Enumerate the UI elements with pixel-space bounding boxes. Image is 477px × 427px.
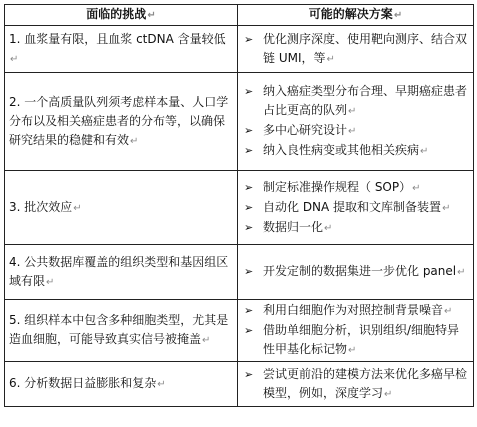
solution-list	[242, 262, 469, 282]
header-challenge: 面临的挑战↵	[5, 5, 238, 26]
paragraph-mark-icon: ↵	[457, 267, 466, 278]
table-body	[5, 26, 474, 407]
challenge-cell: 6. 分析数据日益膨胀和复杂↵	[5, 362, 238, 407]
list-item: ➢ 纳入良性病变或其他相关疾病↵	[242, 141, 469, 161]
solution-cell	[238, 26, 474, 73]
arrow-bullet-icon: ➢	[244, 85, 254, 98]
paragraph-mark-icon: ↵	[73, 202, 82, 214]
list-item: ➢ 自动化 DNA 提取和文库制备装置↵	[242, 198, 469, 218]
paragraph-mark-icon: ↵	[157, 379, 166, 390]
list-item: ➢ 制定标准操作规程（ SOP）↵	[242, 178, 469, 198]
solution-cell	[238, 73, 474, 171]
paragraph-mark-icon: ↵	[348, 106, 357, 117]
paragraph-mark-icon: ↵	[324, 222, 333, 234]
paragraph-mark-icon: ↵	[348, 345, 357, 356]
paragraph-mark-icon: ↵	[326, 53, 335, 65]
paragraph-mark-icon: ↵	[444, 306, 453, 317]
arrow-bullet-icon: ➢	[244, 180, 254, 194]
challenge-cell: 1. 血浆量有限，且血浆 ctDNA 含量较低↵	[5, 26, 238, 73]
list-item: ➢ 优化测序深度、使用靶向测序、结合双链 UMI，等↵	[244, 31, 468, 65]
solution-list	[242, 365, 469, 404]
solution-cell	[238, 171, 474, 245]
challenge-cell: 4. 公共数据库覆盖的组织类型和基因组区域有限↵	[5, 245, 238, 300]
header-solution: 可能的解决方案↵	[238, 5, 474, 26]
arrow-bullet-icon: ➢	[244, 220, 254, 234]
arrow-bullet-icon: ➢	[244, 367, 254, 381]
solution-list	[242, 30, 469, 69]
list-item: ➢ 尝试更前沿的建模方法来优化多癌早检模型，例如，深度学习↵	[244, 366, 468, 400]
solution-cell	[238, 245, 474, 300]
challenge-cell: 5. 组织样本中包含多种细胞类型，尤其是造血细胞，可能导致真实信号被掩盖↵	[5, 300, 238, 362]
paragraph-mark-icon: ↵	[412, 182, 421, 194]
list-item: ➢ 数据归一化↵	[242, 218, 469, 238]
paragraph-mark-icon: ↵	[384, 388, 393, 400]
list-item: ➢ 开发定制的数据集进一步优化 panel↵	[242, 262, 469, 282]
paragraph-mark-icon: ↵	[442, 202, 451, 214]
arrow-bullet-icon: ➢	[244, 324, 254, 337]
list-item: ➢ 借助单细胞分析，识别组织/细胞特异性甲基化标记物↵	[244, 323, 460, 356]
paragraph-mark-icon: ↵	[147, 10, 156, 21]
paragraph-mark-icon: ↵	[202, 335, 211, 346]
arrow-bullet-icon: ➢	[244, 200, 254, 214]
header-row	[5, 5, 474, 26]
arrow-bullet-icon: ➢	[244, 304, 254, 317]
arrow-bullet-icon: ➢	[244, 32, 254, 46]
table-row	[5, 171, 474, 245]
paragraph-mark-icon: ↵	[10, 53, 19, 65]
table-header	[5, 5, 474, 26]
table-row	[5, 245, 474, 300]
paragraph-mark-icon: ↵	[348, 126, 357, 137]
paragraph-mark-icon: ↵	[46, 276, 55, 288]
table-row	[5, 26, 474, 73]
table-row	[5, 300, 474, 362]
list-item: ➢ 纳入癌症类型分布合理、早期癌症患者占比更高的队列↵	[244, 84, 468, 117]
solution-cell	[238, 362, 474, 407]
table-row	[5, 362, 474, 407]
challenges-solutions-table	[4, 4, 474, 407]
paragraph-mark-icon: ↵	[393, 10, 403, 21]
paragraph-mark-icon: ↵	[420, 146, 429, 157]
arrow-bullet-icon: ➢	[244, 144, 254, 157]
challenge-cell: 3. 批次效应↵	[5, 171, 238, 245]
list-item: ➢ 利用白细胞作为对照控制背景噪音↵	[242, 301, 469, 321]
challenge-cell: 2. 一个高质量队列须考虑样本量、人口学分布以及相关癌症患者的分布等，以确保研究结果的稳健和有效↵	[5, 73, 238, 171]
list-item: ➢ 多中心研究设计↵	[242, 121, 469, 141]
table-row	[5, 73, 474, 171]
solution-list	[242, 178, 469, 238]
arrow-bullet-icon: ➢	[244, 124, 254, 137]
arrow-bullet-icon: ➢	[244, 265, 254, 278]
solution-list	[242, 82, 469, 161]
solution-cell	[238, 300, 474, 362]
paragraph-mark-icon: ↵	[130, 135, 139, 147]
solution-list	[242, 301, 469, 360]
